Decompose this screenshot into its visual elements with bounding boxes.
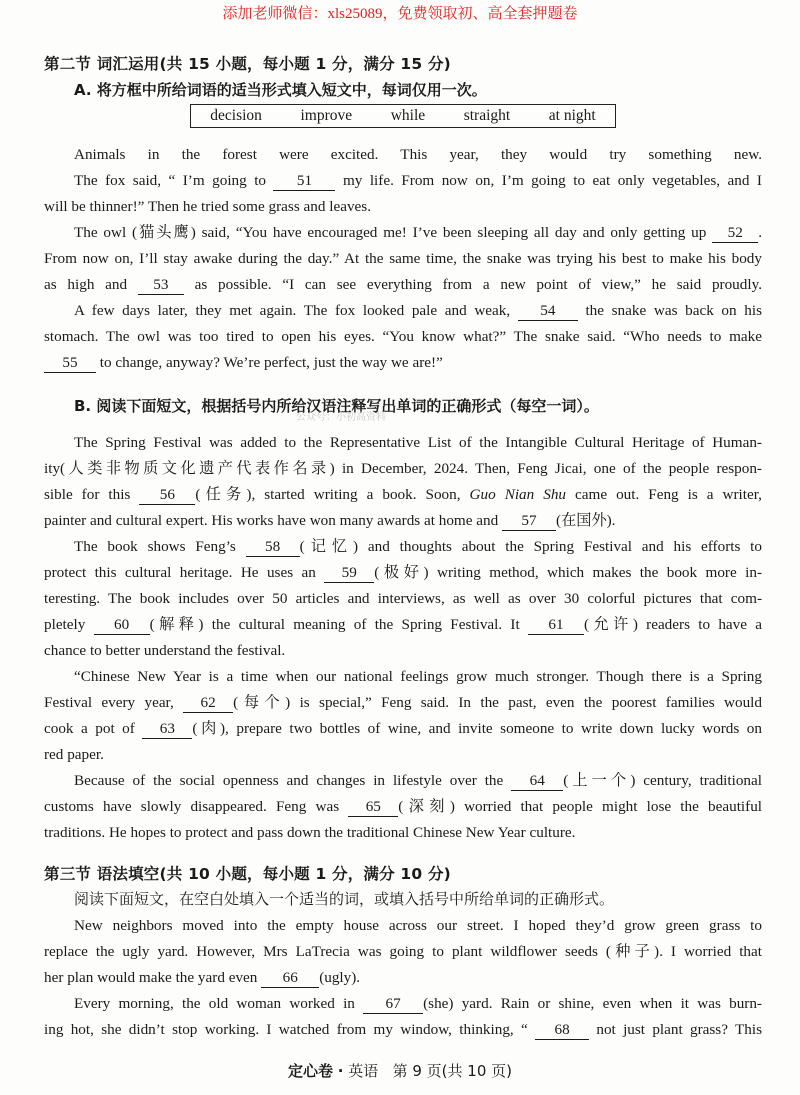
word-box-item: at night [548,107,596,124]
answer-blank[interactable]: 59 [324,564,374,583]
passage-line [44,941,762,963]
passage-line [44,588,762,610]
answer-blank[interactable]: 57 [502,512,556,531]
answer-blank[interactable]: 62 [183,694,233,713]
passage-text: pletely [44,616,94,633]
passage-text: as high and [44,276,138,293]
passage-text: painter and cultural expert. His works have won many awards at home and [44,512,503,529]
book-title: Guo Nian Shu [469,486,567,503]
passage-text: “Chinese New Year is a time when our national feelings grow much stronger. Though there is a Spring [74,668,762,685]
promo-banner: 添加老师微信：xls25089，免费领取初、高全套押题卷 [222,6,578,22]
passage-text: (允许) readers to have a [583,616,762,633]
passage-line [44,484,762,506]
passage-line [44,248,762,270]
passage-line [44,967,762,989]
passage-line [44,822,762,844]
footer-subject: 英语 [348,1062,379,1080]
section3-instruction: 阅读下面短文，在空白处填入一个适当的词，或填入括号中所给单词的正确形式。 [74,890,615,908]
passage-line [44,510,762,532]
passage-line [74,915,762,937]
passage-text: my life. From now on, I’m going to eat only vegetables, and I [335,172,762,189]
passage-text: will be thinner!” Then he tried some grass and leaves. [44,198,371,215]
passage-text: (在国外). [556,512,616,529]
passage-text: Festival every year, [44,694,184,711]
passage-line [44,196,762,218]
passage-text: Every morning, the old woman worked in [74,995,364,1012]
passage-text: her plan would make the yard even [44,969,262,986]
passage-text: (she) yard. Rain or shine, even when it was burn- [423,995,762,1012]
passage-text: ing hot, she didn’t stop working. I watched from my window, thinking, “ [44,1021,536,1038]
passage-text: red paper. [44,746,104,763]
answer-blank[interactable]: 58 [246,538,300,557]
passage-text: (ugly). [319,969,361,986]
passage-line [74,993,762,1015]
passage-text: A few days later, they met again. The fox looked pale and weak, [74,302,518,319]
passage-text: From now on, I’ll stay awake during the day.” At the same time, the snake was trying his best to make his body [44,250,762,267]
passage-text: sible for this [44,486,140,503]
passage-line [44,458,762,480]
word-box-item: decision [210,107,262,124]
page-footer [0,1060,800,1081]
word-box-item: while [390,107,426,124]
passage-line [44,274,762,296]
passage-text: the snake was back on his [577,302,762,319]
footer-brand: 定心卷 [287,1062,333,1080]
passage-line [74,770,762,792]
section2-title: 第二节 词汇运用(共 15 小题，每小题 1 分，满分 15 分) [44,55,451,73]
passage-line [44,640,762,662]
passage-line [44,614,762,636]
passage-text: as possible. “I can see everything from a new point of view,” he said proudly. [183,276,762,293]
passage-text: not just plant grass? This [589,1021,762,1038]
passage-text: (肉), prepare two bottles of wine, and invite someone to write down lucky words on [192,720,762,737]
passage-line [44,744,762,766]
passage-text: cook a pot of [44,720,143,737]
passage-text: New neighbors moved into the empty house across our street. I hoped they’d grow green grass to [74,917,762,934]
passage-line [74,536,762,558]
passage-text: The Spring Festival was added to the Representative List of the Intangible Cultural Heritage of Human- [74,434,762,451]
partA-instruction: A. 将方框中所给词语的适当形式填入短文中，每词仅用一次。 [74,81,487,99]
passage-text: came out. Feng is a writer, [566,486,762,503]
answer-blank[interactable]: 53 [138,276,184,295]
passage-text: The fox said, “ I’m going to [74,172,274,189]
passage-text: (任务), started writing a book. Soon, [195,486,470,503]
word-box-item: improve [300,107,353,124]
section3-title: 第三节 语法填空(共 10 小题，每小题 1 分，满分 10 分) [44,865,451,883]
partB-instruction: B. 阅读下面短文，根据括号内所给汉语注释写出单词的正确形式（每空一词）。 [74,397,599,415]
answer-blank[interactable]: 67 [363,995,423,1014]
answer-blank[interactable]: 52 [712,224,758,243]
answer-blank[interactable]: 54 [518,302,578,321]
passage-line [74,170,762,192]
watermark: 公众号：小初高资料 [296,412,386,423]
passage-line [44,562,762,584]
passage-line [74,432,762,454]
passage-text: (记忆) and thoughts about the Spring Festival and his efforts to [299,538,762,555]
answer-blank[interactable]: 65 [348,798,398,817]
passage-text: teresting. The book includes over 50 articles and interviews, as well as over 30 colorful pictures that com- [44,590,762,607]
passage-text: replace the ugly yard. However, Mrs LaTrecia was going to plant wildflower seeds (种子). I worried that [44,943,762,960]
word-box-item: straight [463,107,511,124]
answer-blank[interactable]: 55 [44,354,96,373]
answer-blank[interactable]: 56 [139,486,195,505]
answer-blank[interactable]: 61 [528,616,584,635]
passage-text: stomach. The owl was too tired to open his eyes. “You know what?” The snake said. “Who needs to make [44,328,762,345]
passage-line [44,352,762,374]
passage-line [44,326,762,348]
footer-page: 第 9 页(共 10 页) [392,1062,513,1080]
passage-text: traditions. He hopes to protect and pass down the traditional Chinese New Year culture. [44,824,576,841]
passage-line [44,1019,762,1041]
word-box [190,104,616,128]
answer-blank[interactable]: 64 [511,772,563,791]
passage-text: (上一个) century, traditional [563,772,762,789]
passage-text: ity(人类非物质文化遗产代表作名录) in December, 2024. Then, Feng Jicai, one of the people respon- [44,460,762,477]
footer-dot: · [337,1062,344,1080]
passage-text: customs have slowly disappeared. Feng was [44,798,349,815]
passage-line [74,300,762,322]
passage-text: (解释) the cultural meaning of the Spring Festival. It [149,616,528,633]
passage-line [44,692,762,714]
passage-text: The owl (猫头鹰) said, “You have encouraged me! I’ve been sleeping all day and only getting up [74,224,713,241]
passage-line [74,666,762,688]
passage-text: . [758,224,762,241]
passage-text: Animals in the forest were excited. This year, they would try something new. [74,146,762,163]
passage-text: (深刻) worried that people might lose the beautiful [398,798,763,815]
answer-blank[interactable]: 60 [94,616,150,635]
passage-text: (极好) writing method, which makes the book more in- [374,564,762,581]
passage-text: protect this cultural heritage. He uses an [44,564,325,581]
passage-line [44,796,762,818]
answer-blank[interactable]: 51 [273,172,335,191]
answer-blank[interactable]: 66 [261,969,319,988]
passage-text: to change, anyway? We’re perfect, just the way we are!” [96,354,443,371]
passage-text: Because of the social openness and changes in lifestyle over the [74,772,512,789]
passage-text: (每个) is special,” Feng said. In the past, even the poorest families would [233,694,762,711]
passage-line [74,222,762,244]
passage-text: The book shows Feng’s [74,538,246,555]
passage-line [44,718,762,740]
passage-text: chance to better understand the festival. [44,642,286,659]
passage-line [74,144,762,166]
answer-blank[interactable]: 68 [535,1021,589,1040]
answer-blank[interactable]: 63 [142,720,192,739]
